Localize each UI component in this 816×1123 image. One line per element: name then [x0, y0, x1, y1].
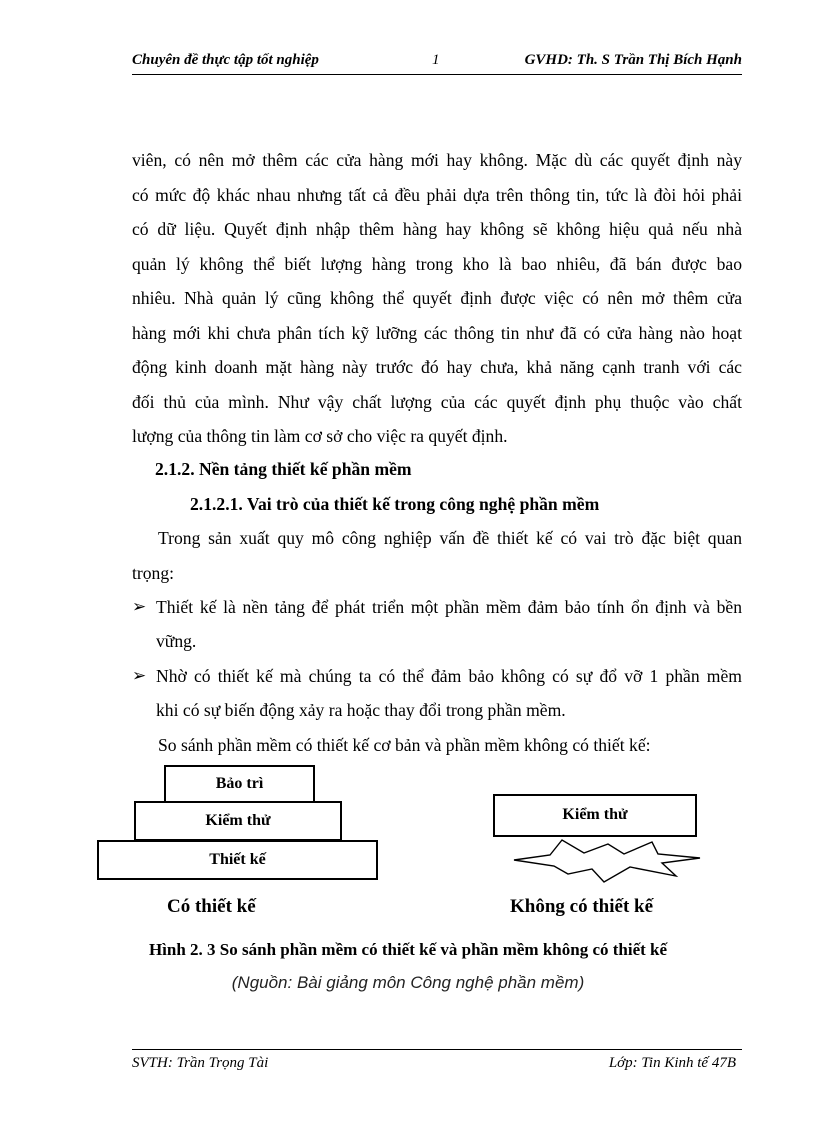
arrow-bullet-icon: ➢ [132, 597, 147, 616]
maintenance-label: Bảo trì [215, 775, 264, 792]
testing-box-no-design [493, 794, 697, 837]
text-line: nhiêu. Nhà quản lý cũng không thể quyết định được việc có nên mở thêm cửa [132, 288, 742, 308]
page-footer [132, 1055, 736, 1077]
paragraph-2-line-1: Trong sản xuất quy mô công nghiệp vấn đề thiết kế có vai trò đặc biệt quan [158, 528, 742, 548]
text-line: lượng của thông tin làm cơ sở cho việc ra quyết định. [132, 426, 508, 446]
design-label: Thiết kế [209, 851, 266, 868]
bullet-2-line-1: Nhờ có thiết kế mà chúng ta có thể đảm bảo không có sự đổ vỡ 1 phần mềm [156, 666, 742, 686]
header-supervisor: GVHD: Th. S Trần Thị Bích Hạnh [524, 52, 742, 68]
text-line: đối thủ của mình. Như vậy chất lượng của các quyết định phụ thuộc vào chất [132, 392, 742, 412]
footer-rule [132, 1049, 742, 1050]
compare-intro: So sánh phần mềm có thiết kế cơ bản và phần mềm không có thiết kế: [158, 735, 651, 755]
footer-student: SVTH: Trần Trọng Tài [132, 1055, 269, 1071]
bullet-2-line-2: khi có sự biến động xảy ra hoặc thay đổi trong phần mềm. [156, 700, 566, 720]
paragraph-2-line-2: trọng: [132, 563, 175, 583]
text-line: động kinh doanh mặt hàng này trước đó hay chưa, khả năng cạnh tranh với các [132, 357, 742, 377]
figure-source: (Nguồn: Bài giảng môn Công nghệ phần mềm) [231, 973, 585, 992]
testing-box [134, 801, 342, 841]
bullet-1-line-2: vững. [156, 631, 197, 651]
crack-shape [512, 838, 712, 888]
page-header [132, 52, 742, 74]
without-design-label: Không có thiết kế [510, 896, 654, 917]
arrow-bullet-icon: ➢ [132, 666, 147, 685]
maintenance-box [164, 765, 315, 803]
text-line: có mức độ khác nhau nhưng tất cả đều phải dựa trên thông tin, tức là đòi hỏi phải [132, 185, 742, 205]
testing-label: Kiểm thử [205, 812, 271, 829]
text-line: viên, có nên mở thêm các cửa hàng mới hay không. Mặc dù các quyết định này [132, 150, 742, 170]
page-number: 1 [432, 52, 440, 68]
footer-class: Lớp: Tin Kinh tế 47B [608, 1055, 736, 1071]
bullet-1-line-1: Thiết kế là nền tảng để phát triển một phần mềm đảm bảo tính ổn định và bền [156, 597, 742, 617]
testing-label-no-design: Kiểm thử [562, 806, 628, 823]
subsection-heading: 2.1.2.1. Vai trò của thiết kế trong công nghệ phần mềm [190, 494, 600, 514]
header-title: Chuyên đề thực tập tốt nghiệp [132, 52, 319, 68]
figure-caption: Hình 2. 3 So sánh phần mềm có thiết kế và phần mềm không có thiết kế [148, 940, 668, 959]
design-box [97, 840, 378, 880]
text-line: hàng mới khi chưa phân tích kỹ lưỡng các thông tin như đã có cửa hàng nào hoạt [132, 323, 742, 343]
section-heading: 2.1.2. Nền tảng thiết kế phần mềm [155, 459, 412, 479]
header-rule [132, 74, 742, 75]
with-design-label: Có thiết kế [167, 896, 256, 917]
text-line: quản lý không thể biết lượng hàng trong kho là bao nhiêu, đã bán được bao [132, 254, 742, 274]
text-line: có dữ liệu. Quyết định nhập thêm hàng hay không sẽ không hiệu quả nếu nhà [132, 219, 742, 239]
